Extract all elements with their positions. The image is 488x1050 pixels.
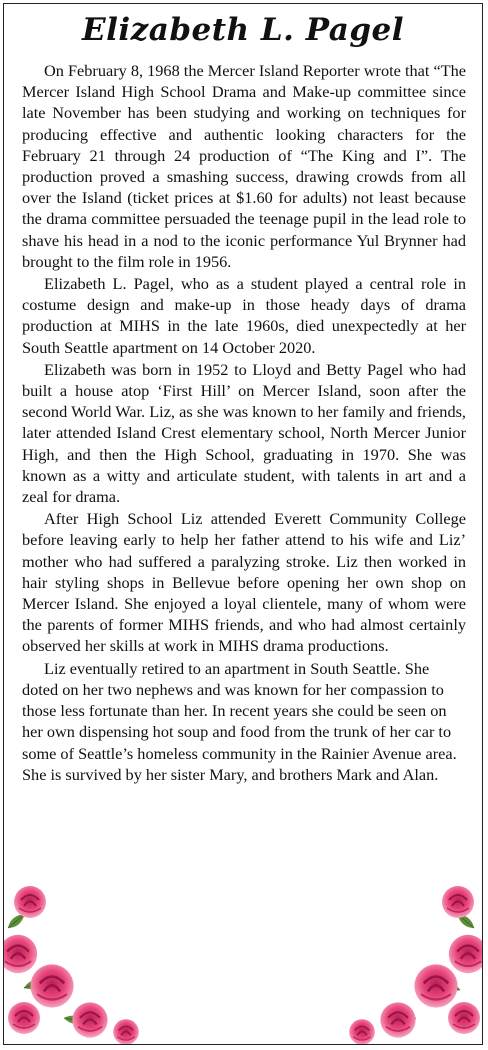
paragraph-1: On February 8, 1968 the Mercer Island Reporter wrote that “The Mercer Island High School Drama and Make-up committee since late November has been studying and working on techniques for producing effective and authentic looking characters for the February 21 through 24 production of “The King and I”. The production proved a smashing success, drawing crowds from all over the Island (ticket prices at $1.60 for adults) not least because the drama committee persuaded the teenage pupil in the lead role to shave his head in a nod to the iconic performance Yul Brynner had brought to the film role in 1956.: [22, 61, 466, 271]
paragraph-2: Elizabeth L. Pagel, who as a student played a central role in costume design and make-up in those heady days of drama production at MIHS in the late 1960s, died unexpectedly at her South Seattle apartment on 14 October 2020.: [22, 274, 466, 357]
paragraph-5: Liz eventually retired to an apartment in South Seattle. She doted on her two nephews and was known for her compassion to those less fortunate than her. In recent years she could be seen on her own dispensing hot soup and food from the trunk of her car to some of Seattle’s homeless community in the Rainier Avenue area. She is survived by her sister Mary, and brothers Mark and Alan.: [22, 658, 457, 784]
obituary-card: [3, 3, 483, 1045]
paragraph-3: Elizabeth was born in 1952 to Lloyd and Betty Pagel who had built a house atop ‘First Hill’ on Mercer Island, soon after the second World War. Liz, as she was known to her family and friends, later attended Island Crest elementary school, North Mercer Junior High, and then the High School, graduating in 1970. She was known as a witty and articulate student, with talents in art and a zeal for drama.: [22, 359, 466, 507]
obituary-body: [22, 60, 466, 786]
rose-border-icon: [4, 868, 483, 1044]
paragraph-4: After High School Liz attended Everett Community College before leaving early to help her father attend to his wife and Liz’ mother who had suffered a paralyzing stroke. Liz then worked in hair styling shops in Bellevue before opening her own shop on Mercer Island. She enjoyed a loyal clientele, many of whom were the parents of former MIHS friends, and who had almost certainly observed her skills at work in MIHS drama productions.: [22, 509, 466, 656]
obituary-title: Elizabeth L. Pagel: [81, 12, 405, 48]
